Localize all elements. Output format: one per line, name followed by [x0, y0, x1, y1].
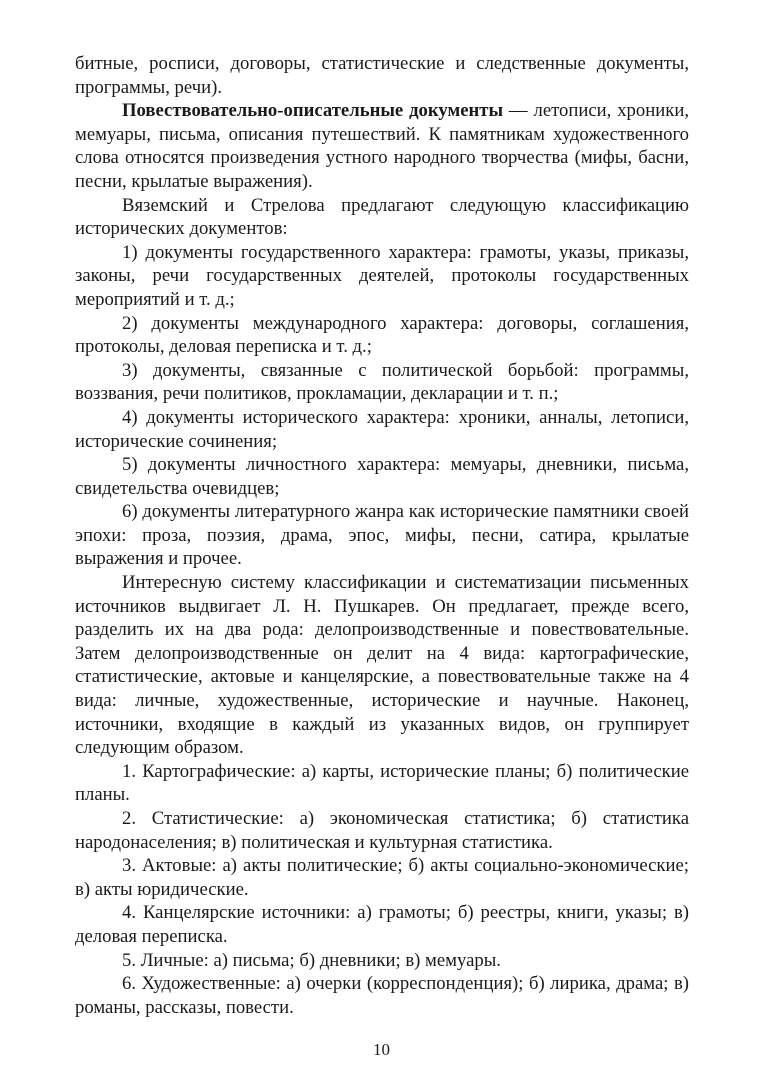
list-item-statistical: 2. Статистические: а) экономическая статистика; б) статистика народонаселения; в) политическая и культурная статистика. — [75, 808, 689, 853]
paragraph-continuation: битные, росписи, договоры, статистические и следственные документы, программы, речи). — [75, 53, 689, 98]
paragraph-text: — летописи, хроники, мемуары, письма, описания путешествий. К памятникам художественного слова относятся произведения устного народного творчества (мифы, басни, песни, крылатые выражения). — [75, 100, 689, 192]
list-item-chancery: 4. Канцелярские источники: а) грамоты; б) реестры, книги, указы; в) деловая переписка. — [75, 902, 689, 947]
list-item-political-documents: 3) документы, связанные с политической борьбой: программы, воззвания, речи политиков, прокламации, декларации и т. п.; — [75, 359, 689, 405]
list-item-international-documents: 2) документы международного характера: договоры, соглашения, протоколы, деловая переписка и т. д.; — [75, 312, 689, 358]
list-item-literary-documents: 6) документы литературного жанра как исторические памятники своей эпохи: проза, поэзия, драма, эпос, мифы, песни, сатира, крылатые выражения и прочее. — [75, 501, 689, 570]
paragraph-classification-intro: Вяземский и Стрелова предлагают следующую классификацию исторических документов: — [75, 194, 689, 240]
document-page — [75, 52, 689, 1019]
list-item-cartographic: 1. Картографические: а) карты, исторические планы; б) политические планы. — [75, 760, 689, 806]
list-item-personal-documents: 5) документы личностного характера: мемуары, дневники, письма, свидетельства очевидцев; — [75, 454, 689, 499]
list-item-historical-documents: 4) документы исторического характера: хроники, анналы, летописи, исторические сочинения; — [75, 406, 689, 452]
list-item-personal: 5. Личные: а) письма; б) дневники; в) мемуары. — [122, 949, 501, 971]
paragraph-pushkarev-system: Интересную систему классификации и систематизации письменных источников выдвигает Л. Н. Пушкарев. Он предлагает, прежде всего, разделить их на два рода: делопроизводственные и повествовательные. Затем делопроизводственные он делит на 4 вида: картографические, статистические, актовые и канцелярские, а повествовательные также на 4 вида: личные, художественные, исторические и научные. Наконец, источники, входящие в каждый из указанных видов, он группирует следующим образом. — [75, 572, 689, 759]
list-item-acts: 3. Актовые: а) акты политические; б) акты социально-экономические; в) акты юридические. — [75, 855, 689, 900]
bold-term: Повествовательно-описательные документы — [122, 100, 504, 122]
page-number: 10 — [373, 1040, 390, 1059]
paragraph-narrative-documents — [75, 99, 689, 193]
list-item-artistic: 6. Художественные: а) очерки (корреспонденция); б) лирика, драма; в) романы, рассказы, повести. — [75, 973, 689, 1018]
list-item-state-documents: 1) документы государственного характера: грамоты, указы, приказы, законы, речи государственных деятелей, протоколы государственных мероприятий и т. д.; — [75, 241, 689, 310]
